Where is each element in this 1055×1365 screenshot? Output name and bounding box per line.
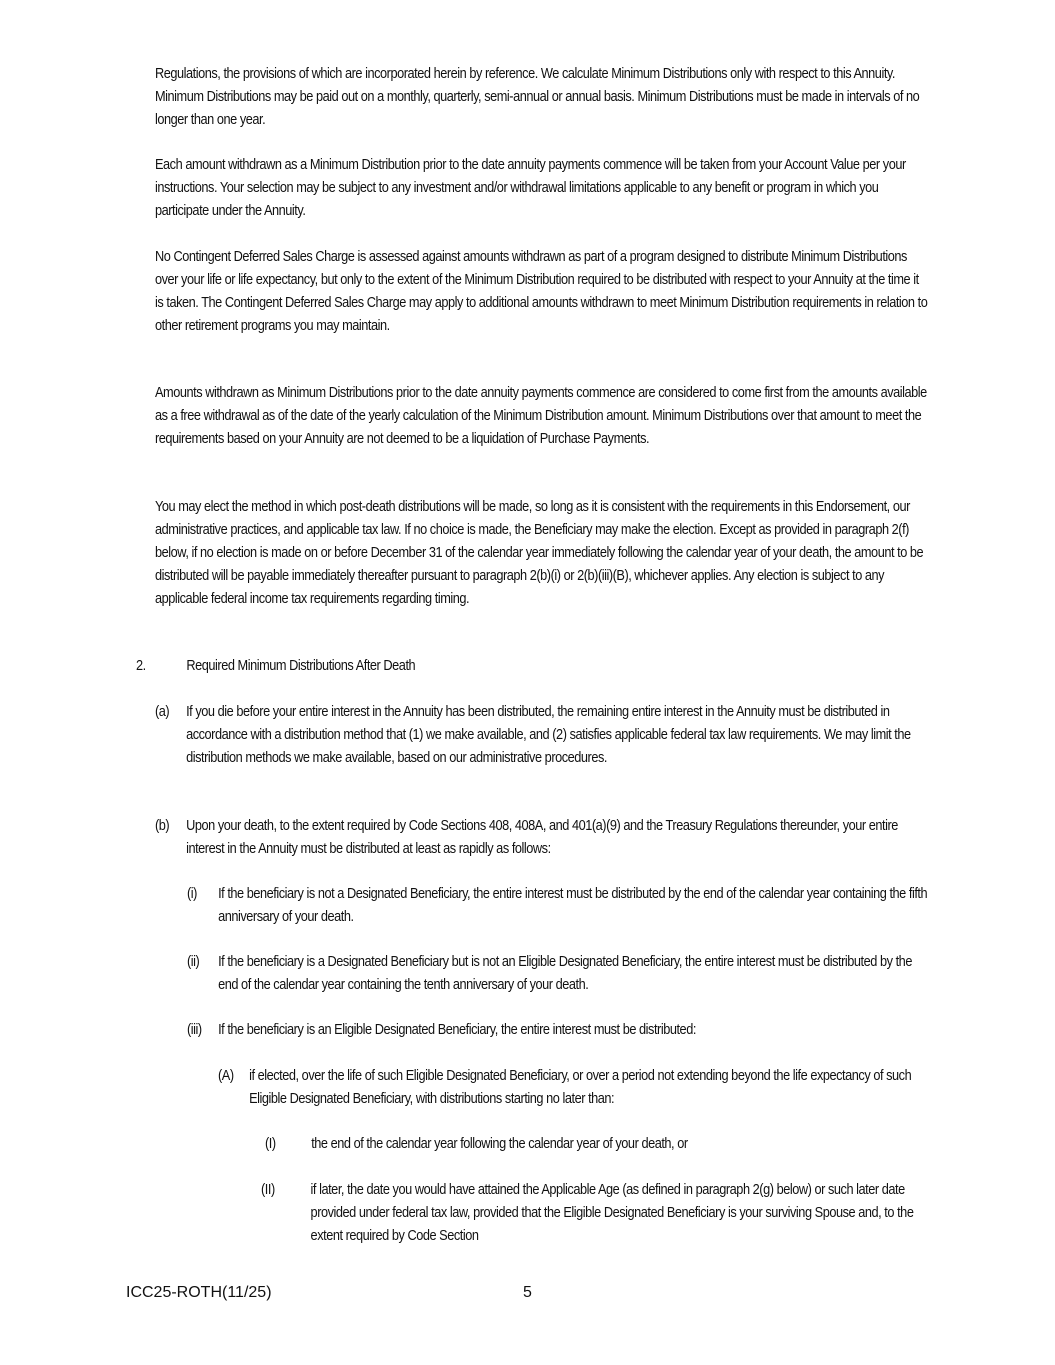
item-text: the end of the calendar year following the calendar year of your death, or [311,1135,688,1152]
list-item-b-ii [187,950,930,996]
section-number: 2. [136,657,146,674]
paragraph-free-withdrawal: Amounts withdrawn as Minimum Distributions prior to the date annuity payments commence are considered to come first from the amounts available as a free withdrawal as of the date of the yearly calculation of the Minimum Distribution amount. Minimum Distributions over that amount to meet the requirements based on your Annuity are not deemed to be a liquidation of Purchase Payments. [155,384,927,447]
item-text: If the beneficiary is a Designated Beneficiary but is not an Eligible Designated Beneficiary, the entire interest must be distributed by the end of the calendar year containing the tenth anniversary of your death. [218,953,912,993]
item-label: (ii) [187,953,200,970]
section-title: Required Minimum Distributions After Death [186,657,416,674]
item-label: (iii) [187,1021,202,1038]
item-label: (i) [187,885,197,902]
item-label: (I) [265,1135,276,1152]
item-label: (b) [155,817,170,834]
item-label: (a) [155,703,170,720]
footer-page-number: 5 [523,1284,532,1301]
list-item-b-i [187,882,930,928]
list-item-b-iii-a-i [265,1132,943,1155]
paragraph-contingent-deferred-sales-charge: No Contingent Deferred Sales Charge is assessed against amounts withdrawn as part of a program designed to distribute Minimum Distributions over your life or life expectancy, but only to the extent of the Minimum Distribution required to be distributed with respect to your Annuity at the time it is taken. The Contingent Deferred Sales Charge may apply to additional amounts withdrawn to meet Minimum Distribution requirements in relation to other retirement programs you may maintain. [155,248,928,334]
item-label: (II) [261,1181,275,1198]
paragraph-regulations: Regulations, the provisions of which are incorporated herein by reference. We calculate Minimum Distributions only with respect to this Annuity. Minimum Distributions may be paid out on a monthly, quarterly, semi-annual or annual basis. Minimum Distributions must be made in intervals of no longer than one year. [155,65,920,128]
paragraph-post-death-election: You may elect the method in which post-death distributions will be made, so long as it is consistent with the requirements in this Endorsement, our administrative practices, and applicable tax law. If no choice is made, the Beneficiary may make the election. Except as provided in paragraph 2(f) below, if no election is made on or before December 31 of the calendar year immediately following the calendar year of your death, the amount to be distributed will be payable immediately thereafter pursuant to paragraph 2(b)(i) or 2(b)(iii)(B), whichever applies. Any election is subject to any applicable federal income tax requirements regarding timing. [155,498,924,607]
item-text: if elected, over the life of such Eligible Designated Beneficiary, or over a period not extending beyond the life expectancy of such Eligible Designated Beneficiary, with distributions starting no later than: [249,1067,912,1107]
paragraph-amount-withdrawn: Each amount withdrawn as a Minimum Distribution prior to the date annuity payments commence will be taken from your Account Value per your instructions. Your selection may be subject to any investment and/or withdrawal limitations applicable to any benefit or program in which you participate under the Annuity. [155,156,906,219]
item-text: If you die before your entire interest in the Annuity has been distributed, the remaining entire interest in the Annuity must be distributed in accordance with a distribution method that (1) we make available, and (2) satisfies applicable federal tax law requirements. We may limit the distribution methods we make available, based on our administrative procedures. [186,703,911,766]
item-text: If the beneficiary is an Eligible Designated Beneficiary, the entire interest must be distributed: [218,1021,696,1038]
item-label: (A) [218,1067,234,1084]
list-item-b-iii-a-ii [261,1178,942,1247]
section-heading [136,654,415,677]
item-text: If the beneficiary is not a Designated Beneficiary, the entire interest must be distributed by the end of the calendar year containing the fifth anniversary of your death. [218,885,928,925]
item-text: Upon your death, to the extent required by Code Sections 408, 408A, and 401(a)(9) and the Treasury Regulations thereunder, your entire interest in the Annuity must be distributed at least as rapidly as follows: [186,817,898,857]
list-item-b-iii [187,1018,930,1041]
list-item-a [155,700,925,769]
footer-form-number: ICC25-ROTH(11/25) [126,1284,272,1301]
list-item-b-iii-a [218,1064,932,1110]
list-item-b [155,814,931,860]
item-text: if later, the date you would have attained the Applicable Age (as defined in paragraph 2(g) below) or such later date provided under federal tax law, provided that the Eligible Designated Beneficiary is your surviving Spouse and, to the extent required by Code Section [310,1181,914,1244]
